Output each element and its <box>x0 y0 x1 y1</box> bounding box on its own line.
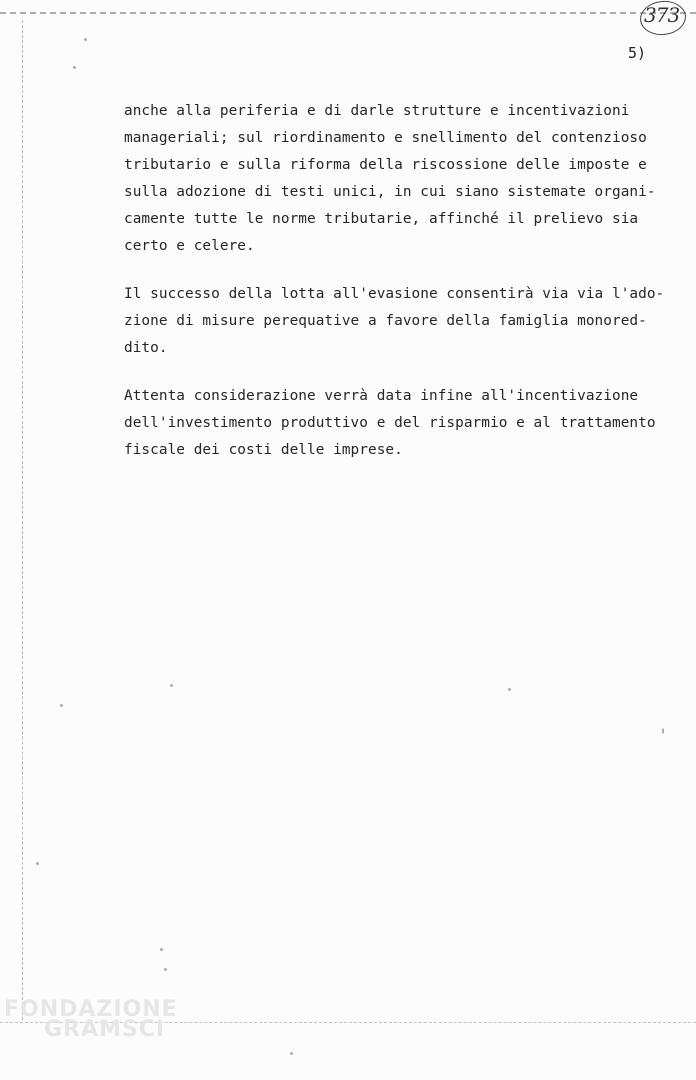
text-line: sulla adozione di testi unici, in cui siano sistemate organi- <box>124 184 656 200</box>
text-line: dito. <box>124 340 168 356</box>
text-line: dell'investimento produttivo e del risparmio e al trattamento <box>124 415 656 431</box>
scan-speck <box>160 948 163 951</box>
text-line: Attenta considerazione verrà data infine all'incentivazione <box>124 388 639 404</box>
page-number: 5) <box>628 44 647 62</box>
archive-number-text: 373 <box>644 3 680 27</box>
body-text <box>124 98 664 485</box>
text-line: certo e celere. <box>124 238 255 254</box>
text-line: Il successo della lotta all'evasione consentirà via via l'ado- <box>124 286 665 302</box>
page-top-edge <box>0 12 696 20</box>
scan-speck <box>508 688 511 691</box>
text-line: fiscale dei costi delle imprese. <box>124 442 403 458</box>
text-line: manageriali; sul riordinamento e snellimento del contenzioso <box>124 130 647 146</box>
scan-speck <box>662 728 664 734</box>
paragraph-1 <box>124 98 664 260</box>
scan-speck <box>73 66 76 69</box>
paragraph-2 <box>124 281 664 362</box>
scan-speck <box>170 684 173 687</box>
archive-number <box>644 3 684 33</box>
scan-speck <box>164 968 167 971</box>
page-left-edge <box>22 20 23 1020</box>
scan-speck <box>290 1052 293 1055</box>
text-line: camente tutte le norme tributarie, affinché il prelievo sia <box>124 211 639 227</box>
scan-speck <box>84 38 87 41</box>
paragraph-3 <box>124 383 664 464</box>
watermark-line-2: GRAMSCI <box>44 1017 166 1042</box>
text-line: tributario e sulla riforma della riscossione delle imposte e <box>124 157 647 173</box>
archive-watermark <box>4 997 178 1042</box>
scan-speck <box>60 704 63 707</box>
text-line: zione di misure perequative a favore della famiglia monored- <box>124 313 647 329</box>
scan-speck <box>36 862 39 865</box>
text-line: anche alla periferia e di darle strutture e incentivazioni <box>124 103 630 119</box>
watermark-line-1: FONDAZIONE <box>4 997 178 1022</box>
